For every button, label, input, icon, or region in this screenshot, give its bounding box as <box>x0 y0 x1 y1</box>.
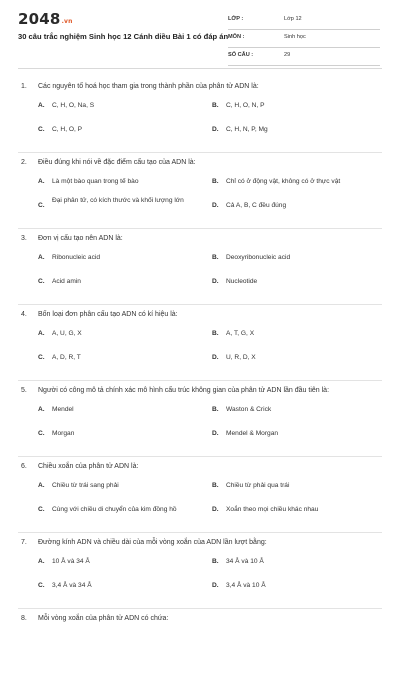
option-text: Mendel & Morgan <box>226 430 279 437</box>
option-letter: C. <box>38 430 45 437</box>
option-text: A, U, G, X <box>52 330 82 337</box>
question-number: 7. <box>21 539 27 546</box>
option-letter: D. <box>212 126 219 133</box>
meta-label: SỐ CÂU : <box>228 52 254 58</box>
question-number: 5. <box>21 387 27 394</box>
option-letter: D. <box>212 278 219 285</box>
question-4 <box>0 305 400 381</box>
question-text: Đơn vị cấu tạo nên ADN là: <box>38 235 123 242</box>
meta-row-count <box>228 48 380 66</box>
option-letter: A. <box>38 254 45 261</box>
meta-label: MÔN : <box>228 34 245 40</box>
option-letter: C. <box>38 582 45 589</box>
header-divider <box>18 68 382 69</box>
option-letter: D. <box>212 430 219 437</box>
document-title: 30 câu trắc nghiệm Sinh học 12 Cánh diều Bài 1 có đáp án <box>18 32 229 41</box>
question-text: Điều đúng khi nói về đặc điểm cấu tạo của ADN là: <box>38 159 196 166</box>
option-text: A, T, G, X <box>226 330 255 337</box>
question-number: 6. <box>21 463 27 470</box>
option-text: Deoxyribonucleic acid <box>226 254 291 261</box>
question-text: Bốn loại đơn phân cấu tạo ADN có kí hiệu là: <box>38 311 178 318</box>
meta-table <box>228 12 380 66</box>
question-list <box>0 77 400 685</box>
option-text: Là một bào quan trong tế bào <box>52 178 139 185</box>
option-text: A, D, R, T <box>52 354 81 361</box>
option-text: Chiều từ trái sang phải <box>52 482 119 489</box>
question-text: Người có công mô tả chính xác mô hình cấu trúc không gian của phân tử ADN lần đầu tiên là: <box>38 387 330 394</box>
meta-value: 29 <box>284 52 291 58</box>
option-text: Cả A, B, C đều đúng <box>226 202 287 209</box>
option-letter: A. <box>38 406 45 413</box>
question-3 <box>0 229 400 305</box>
option-letter: C. <box>38 278 45 285</box>
option-letter: D. <box>212 202 219 209</box>
option-text: U, R, D, X <box>226 354 256 361</box>
option-letter: D. <box>212 354 219 361</box>
document-header <box>0 0 400 68</box>
option-text: 10 Å và 34 Å <box>52 558 90 565</box>
option-letter: B. <box>212 178 219 185</box>
question-7 <box>0 533 400 609</box>
question-1 <box>0 77 400 153</box>
option-text: 3,4 Å và 34 Å <box>52 582 92 589</box>
meta-label: LỚP : <box>228 16 244 22</box>
question-text: Đường kính ADN và chiều dài của mỗi vòng xoắn của ADN lần lượt bằng: <box>38 539 267 546</box>
question-number: 8. <box>21 615 27 622</box>
option-text: C, H, N, P, Mg <box>226 126 268 133</box>
option-text: 3,4 Å và 10 Å <box>226 582 266 589</box>
option-letter: B. <box>212 330 219 337</box>
option-text: Acid amin <box>52 278 81 285</box>
option-letter: D. <box>212 582 219 589</box>
question-number: 3. <box>21 235 27 242</box>
option-text: Morgan <box>52 430 75 437</box>
option-letter: C. <box>38 202 45 209</box>
meta-value: Sinh học <box>284 34 306 40</box>
option-text: Ribonucleic acid <box>52 254 101 261</box>
option-letter: C. <box>38 126 45 133</box>
option-text: Xoắn theo mọi chiều khác nhau <box>226 506 319 513</box>
question-2 <box>0 153 400 229</box>
option-text: C, H, O, Na, S <box>52 102 95 109</box>
question-text: Các nguyên tố hoá học tham gia trong thành phần của phân tử ADN là: <box>38 83 259 90</box>
meta-value: Lớp 12 <box>284 16 302 22</box>
option-letter: A. <box>38 558 45 565</box>
question-8 <box>0 609 400 685</box>
option-letter: C. <box>38 354 45 361</box>
option-text: Nucleotide <box>226 278 258 285</box>
option-text: Chỉ có ở động vật, không có ở thực vật <box>226 178 341 185</box>
question-number: 1. <box>21 83 27 90</box>
logo-text: 2048 <box>18 10 61 28</box>
logo-suffix: .vn <box>61 18 73 25</box>
question-6 <box>0 457 400 533</box>
meta-row-class <box>228 12 380 30</box>
option-text: C, H, O, N, P <box>226 102 265 109</box>
option-text: 34 Å và 10 Å <box>226 558 264 565</box>
option-letter: A. <box>38 102 45 109</box>
option-text: Cùng với chiều di chuyển của kim đồng hồ <box>52 506 177 513</box>
meta-row-subject <box>228 30 380 48</box>
option-letter: A. <box>38 178 45 185</box>
option-letter: B. <box>212 254 219 261</box>
option-text: C, H, O, P <box>52 126 83 133</box>
option-letter: A. <box>38 330 45 337</box>
question-text: Mỗi vòng xoắn của phân tử ADN có chứa: <box>38 615 169 622</box>
option-text: Đại phân tử, có kích thước và khối lượng lớn <box>52 197 184 204</box>
option-letter: D. <box>212 506 219 513</box>
question-5 <box>0 381 400 457</box>
option-text: Chiều từ phải qua trái <box>226 482 290 489</box>
option-letter: B. <box>212 406 219 413</box>
option-text: Mendel <box>52 406 74 413</box>
option-letter: C. <box>38 506 45 513</box>
option-letter: B. <box>212 558 219 565</box>
question-text: Chiều xoắn của phân tử ADN là: <box>38 463 139 470</box>
site-logo[interactable] <box>18 10 73 28</box>
question-number: 2. <box>21 159 27 166</box>
option-text: Waston & Crick <box>226 406 272 413</box>
option-letter: B. <box>212 102 219 109</box>
question-number: 4. <box>21 311 27 318</box>
option-letter: A. <box>38 482 45 489</box>
option-letter: B. <box>212 482 219 489</box>
